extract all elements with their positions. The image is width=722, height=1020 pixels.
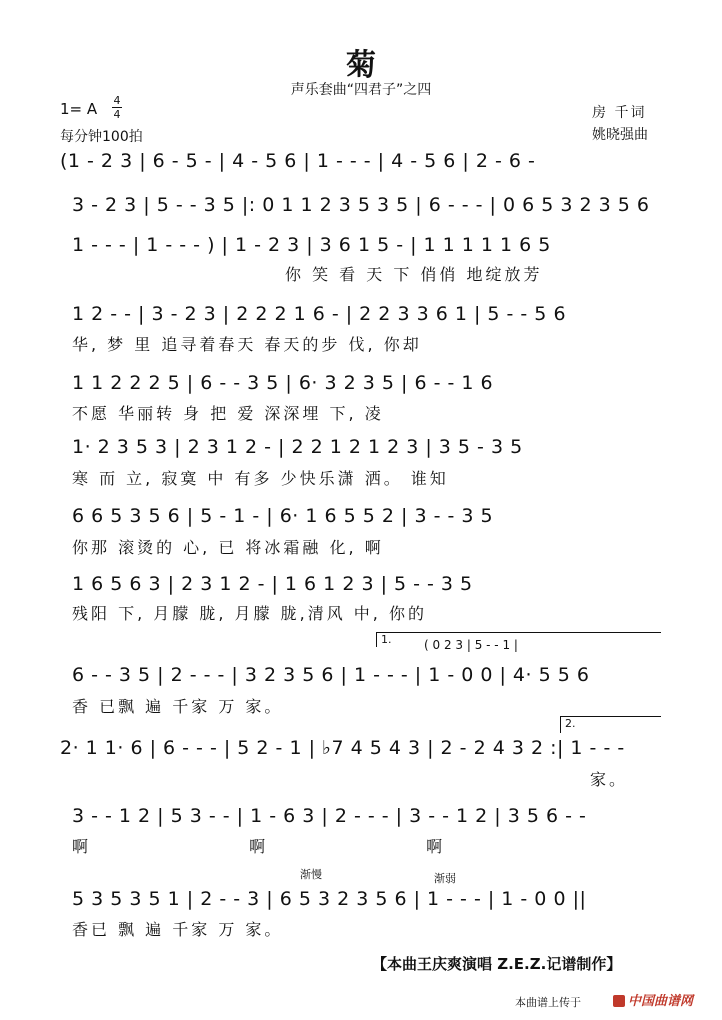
score-notes-line: 1· 2 3 5 3 | 2 3 1 2 - | 2 2 1 2 1 2 3 | 3 5 - 3 5 (72, 436, 523, 458)
lyrics-line: 你那 滚烫的 心, 已 将冰霜融 化, 啊 (72, 538, 384, 557)
score-notes-line: 6 - - 3 5 | 2 - - - | 3 2 3 5 6 | 1 - - - | 1 - 0 0 | 4· 5 5 6 (72, 664, 590, 686)
transcription-credit: 【本曲王庆爽演唱 Z.E.Z.记谱制作】 (372, 955, 622, 973)
score-notes-line: 6 6 5 3 5 6 | 5 - 1 - | 6· 1 6 5 5 2 | 3 - - 3 5 (72, 505, 494, 527)
site-logo (613, 990, 693, 1009)
first-ending-small-notes: ( 0 2 3 | 5 - - 1 | (424, 638, 518, 652)
key-signature: 1= A (60, 100, 98, 118)
time-signature-bottom: 4 (113, 108, 121, 121)
song-subtitle: 声乐套曲“四君子”之四 (290, 82, 432, 98)
lyricist-credit: 房 千词 (592, 105, 647, 121)
first-ending-label: 1. (381, 633, 392, 646)
score-notes-line: 1 - - - | 1 - - - ) | 1 - 2 3 | 3 6 1 5 - | 1 1 1 1 1 6 5 (72, 234, 551, 256)
first-ending-bracket (376, 632, 661, 647)
marking-diminuendo: 渐弱 (434, 872, 456, 885)
site-logo-text: 中国曲谱网 (628, 994, 694, 1009)
lyrics-line: 寒 而 立, 寂寞 中 有多 少快乐潇 洒。 谁知 (72, 469, 449, 488)
second-ending-label: 2. (565, 717, 576, 730)
score-notes-line: 1 1 2 2 2 5 | 6 - - 3 5 | 6· 3 2 3 5 | 6 - - 1 6 (72, 372, 494, 394)
score-notes-line: 1 2 - - | 3 - 2 3 | 2 2 2 1 6 - | 2 2 3 3 6 1 | 5 - - 5 6 (72, 303, 567, 325)
score-notes-line: 2· 1 1· 6 | 6 - - - | 5 2 - 1 | ♭7 4 5 4 3 | 2 - 2 4 3 2 :| 1 - - - (60, 737, 625, 759)
lyrics-line: 华, 梦 里 追寻着春天 春天的步 伐, 你却 (72, 335, 422, 354)
upload-note: 本曲谱上传于 (515, 996, 581, 1009)
score-notes-line: 3 - 2 3 | 5 - - 3 5 |: 0 1 1 2 3 5 3 5 | 6 - - - | 0 6 5 3 2 3 5 6 (72, 194, 650, 216)
lyrics-line: 不愿 华丽转 身 把 爱 深深埋 下, 凌 (72, 404, 384, 423)
score-notes-line: 3 - - 1 2 | 5 3 - - | 1 - 6 3 | 2 - - - | 3 - - 1 2 | 3 5 6 - - (72, 805, 587, 827)
lyrics-line: 啊 啊 啊 (72, 837, 446, 856)
score-notes-line: 5 3 5 3 5 1 | 2 - - 3 | 6 5 3 2 3 5 6 | 1 - - - | 1 - 0 0 || (72, 888, 587, 910)
composer-credit: 姚晓强曲 (592, 127, 648, 143)
score-notes-line: (1 - 2 3 | 6 - 5 - | 4 - 5 6 | 1 - - - | 4 - 5 6 | 2 - 6 - (60, 150, 536, 172)
tempo-marking: 每分钟100拍 (60, 129, 143, 145)
lyrics-line: 香 已飘 遍 千家 万 家。 (72, 697, 284, 716)
lyrics-line: 家。 (590, 770, 629, 789)
lyrics-line: 残阳 下, 月朦 胧, 月朦 胧,清风 中, 你的 (72, 604, 427, 623)
lyrics-line: 香已 飘 遍 千家 万 家。 (72, 920, 284, 939)
site-logo-icon (613, 995, 625, 1007)
lyrics-line: 你 笑 看 天 下 俏俏 地绽放芳 (285, 265, 543, 284)
time-signature-top: 4 (113, 94, 121, 107)
marking-ritardando: 渐慢 (300, 868, 322, 881)
song-title: 菊 (346, 48, 376, 83)
time-signature (112, 95, 122, 120)
score-notes-line: 1 6 5 6 3 | 2 3 1 2 - | 1 6 1 2 3 | 5 - - 3 5 (72, 573, 473, 595)
